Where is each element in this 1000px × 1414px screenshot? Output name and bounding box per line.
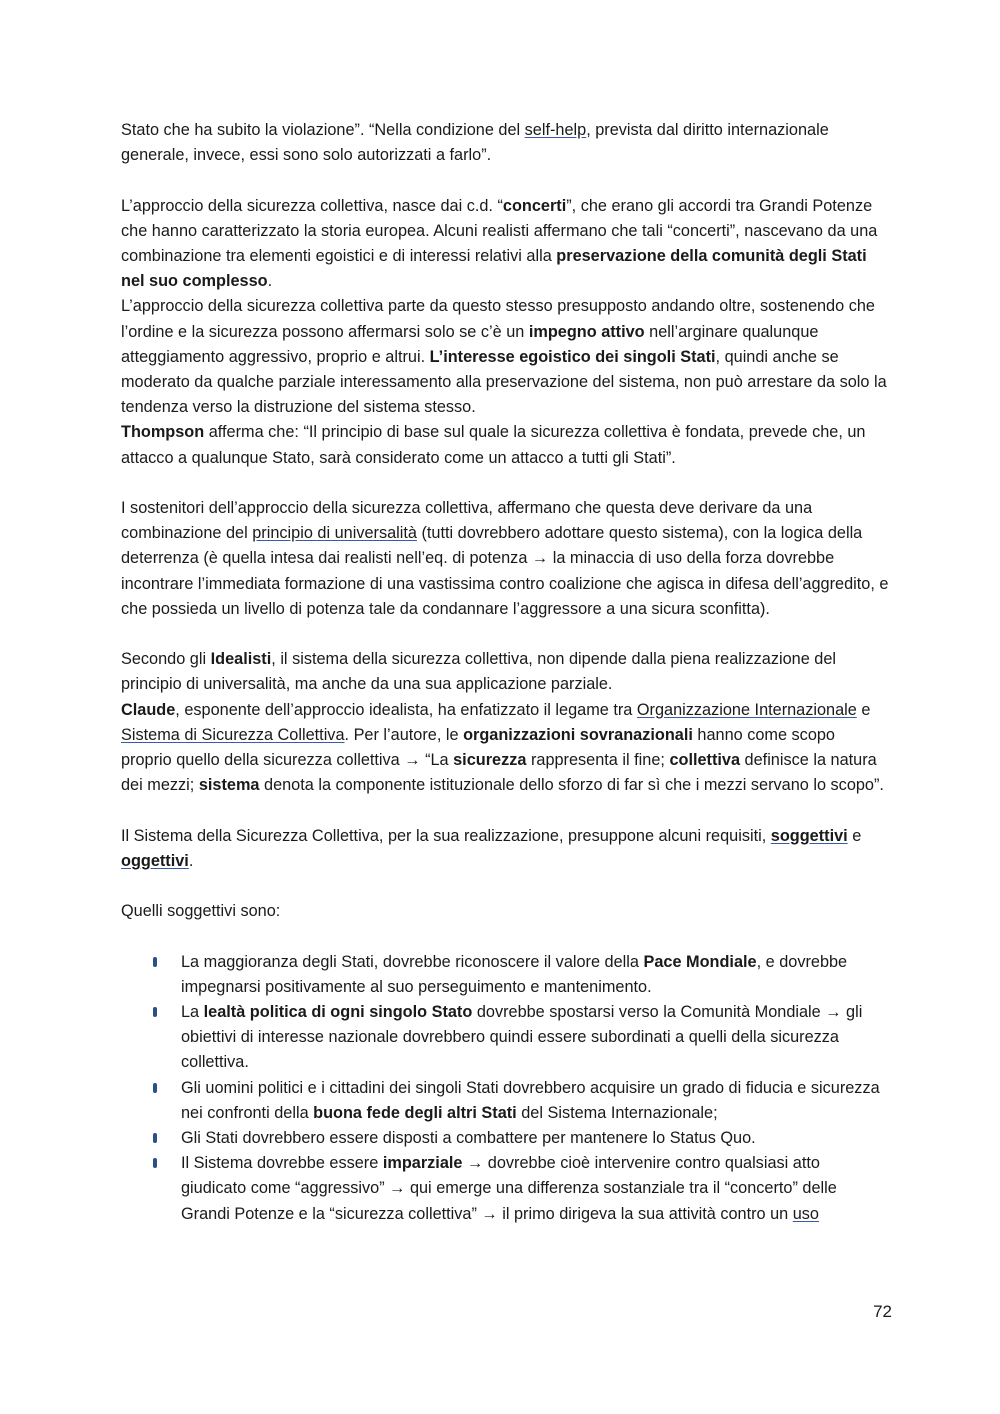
bold-term: imparziale [382,1154,463,1173]
underlined-term: uso [792,1204,819,1223]
underlined-term: self-help [524,121,587,139]
underlined-bold-term: soggettivi [770,826,848,845]
bold-term: preservazione della comunità degli Stati nel suo complesso [121,247,867,291]
bullet-icon [153,1133,157,1143]
paragraph-thompson: Thompson afferma che: “Il principio di base sul quale la sicurezza collettiva è fondata, prevede che, un attacco a qualunque Stato, sarà considerato come un attacco a tutti gli Stati”. [121,423,866,467]
bold-term: Pace Mondiale [643,952,757,971]
bullet-icon [153,1083,157,1093]
bold-term: Thompson [121,423,205,442]
page-body [121,118,889,1227]
bullet-icon [153,957,157,967]
paragraph-concerti: L’approccio della sicurezza collettiva, nasce dai c.d. “concerti”, che erano gli accordi tra Grandi Potenze che hanno caratterizzato la storia europea. Alcuni realisti affermano che tali “concerti”, nascevano da una combinazione tra elementi egoistici e di interessi relativi alla preservazione della comunità degli Stati nel suo complesso. [121,196,878,291]
bold-term: sistema [198,776,260,795]
underlined-term: Sistema di Sicurezza Collettiva [121,725,345,744]
list-item: Gli uomini politici e i cittadini dei singoli Stati dovrebbero acquisire un grado di fiducia e sicurezza nei confronti della buona fede degli altri Stati del Sistema Internazionale; [181,1076,889,1126]
paragraph-self-help: Stato che ha subito la violazione”. “Nella condizione del self-help, prevista dal diritto internazionale generale, invece, essi sono solo autorizzati a farlo”. [121,121,829,165]
paragraph-sostenitori: I sostenitori dell’approccio della sicurezza collettiva, affermano che questa deve derivare da una combinazione del principio di universalità (tutti dovrebbero adottare questo sistema), con la logica della deterrenza (è quella intesa dai realisti nell’eq. di potenza → la minaccia di uso della forza dovrebbe incontrare l’immediata formazione di una vastissima contro coalizione che agisca in difesa dell’aggredito, e che possieda un livello di potenza tale da condannare l’aggressore a una sicura sconfitta). [121,499,889,618]
bold-term: Idealisti [210,650,272,669]
bullet-list [121,950,889,1227]
bold-term: impegno attivo [528,322,645,341]
bold-term: organizzazioni sovranazionali [463,725,693,744]
underlined-term: principio di universalità [252,524,417,543]
underlined-term: Organizzazione Internazionale [636,700,857,719]
list-item: Gli Stati dovrebbero essere disposti a combattere per mantenere lo Status Quo. [181,1126,889,1151]
list-item: Il Sistema dovrebbe essere imparziale → dovrebbe cioè intervenire contro qualsiasi atto giudicato come “aggressivo” → qui emerge una differenza sostanziale tra il “concerto” delle Grandi Potenze e la “sicurezza collettiva” → il primo dirigeva la sua attività contro un uso [181,1151,889,1227]
paragraph-requisiti: Il Sistema della Sicurezza Collettiva, per la sua realizzazione, presuppone alcuni requisiti, soggettivi e oggettivi. [121,826,862,870]
bullet-icon [153,1158,157,1168]
paragraph-claude: Claude, esponente dell’approccio idealista, ha enfatizzato il legame tra Organizzazione Internazionale e Sistema di Sicurezza Collettiva. Per l’autore, le organizzazioni sovranazionali hanno come scopo proprio quello della sicurezza collettiva → “La sicurezza rappresenta il fine; collettiva definisce la natura dei mezzi; sistema denota la componente istituzionale dello sforzo di far sì che i mezzi servano lo scopo”. [121,700,884,795]
bold-term: buona fede degli altri Stati [313,1103,517,1122]
bold-term: L’interesse egoistico dei singoli Stati [429,347,716,366]
bold-term: sicurezza [453,751,527,770]
paragraph-approccio: L’approccio della sicurezza collettiva parte da questo stesso presupposto andando oltre, sostenendo che l’ordine e la sicurezza possono affermarsi solo se c’è un impegno attivo nell’arginare qualunque atteggiamento aggressivo, proprio e altrui. L’interesse egoistico dei singoli Stati, quindi anche se moderato da qualche parziale interessamento alla preservazione del sistema, non può arrestare da solo la tendenza verso la distruzione del sistema stesso. [121,297,887,417]
list-item: La lealtà politica di ogni singolo Stato dovrebbe spostarsi verso la Comunità Mondiale → gli obiettivi di interesse nazionale dovrebbero quindi essere subordinati a quelli della sicurezza collettiva. [181,1000,889,1076]
list-item: La maggioranza degli Stati, dovrebbe riconoscere il valore della Pace Mondiale, e dovrebbe impegnarsi positivamente al suo perseguimento e mantenimento. [181,950,889,1000]
paragraph-soggettivi-intro: Quelli soggettivi sono: [121,902,281,921]
bold-term: concerti [502,196,567,215]
bold-term: Claude [121,700,176,719]
page-number: 72 [873,1302,892,1321]
underlined-bold-term: oggettivi [121,851,189,870]
bullet-icon [153,1007,157,1017]
paragraph-idealisti: Secondo gli Idealisti, il sistema della sicurezza collettiva, non dipende dalla piena realizzazione del principio di universalità, ma anche da una sua applicazione parziale. [121,650,837,694]
bold-term: lealtà politica di ogni singolo Stato [203,1003,473,1022]
bold-term: collettiva [669,751,741,770]
